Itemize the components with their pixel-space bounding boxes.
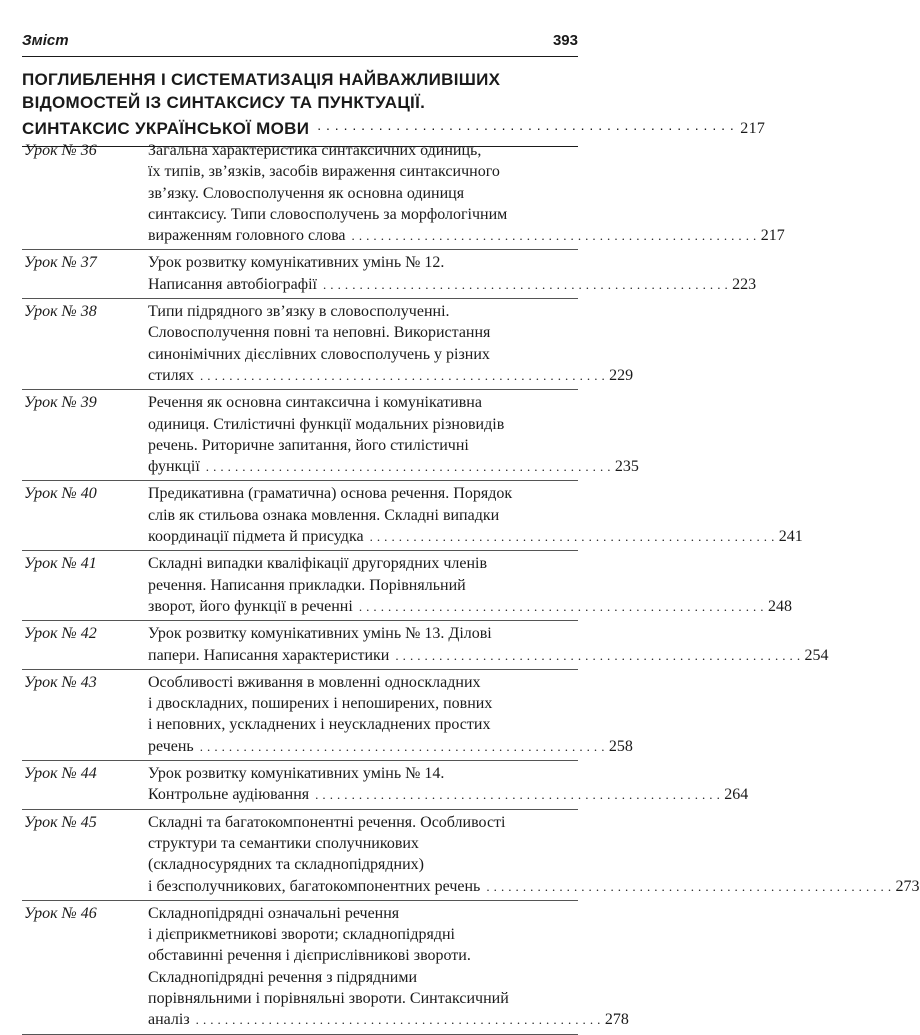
lesson-label: Урок № 44 bbox=[24, 765, 97, 783]
lesson-text-line: функції bbox=[148, 458, 200, 476]
lesson-description bbox=[148, 392, 639, 477]
dot-leader: . . . . . . . . . . . . . . . . . . . . . . . . . . . . . . . . . . . . . . . . . . . . . . . . . . . . . . . . bbox=[315, 787, 721, 803]
lesson-description bbox=[148, 763, 748, 806]
lesson-text-line: Урок розвитку комунікативних умінь № 12. bbox=[148, 254, 445, 272]
section-title-line: ВІДОМОСТЕЙ ІЗ СИНТАКСИСУ ТА ПУНКТУАЦІЇ. bbox=[22, 93, 426, 112]
running-head-title: Зміст bbox=[22, 32, 69, 49]
toc-entry bbox=[22, 901, 629, 1035]
lesson-page: 229 bbox=[609, 366, 634, 384]
lesson-label: Урок № 38 bbox=[24, 303, 97, 321]
dot-leader: . . . . . . . . . . . . . . . . . . . . . . . . . . . . . . . . . . . . . . . . . . . . . . . . . . . . . . . . bbox=[358, 598, 764, 614]
dot-leader: . . . . . . . . . . . . . . . . . . . . . . . . . . . . . . . . . . . . . . . . . . . . . . . . . . . . . . . . bbox=[195, 1012, 601, 1028]
lesson-text-line: Складнопідрядні означальні речення bbox=[148, 904, 400, 922]
running-head bbox=[22, 30, 578, 57]
dot-leader: . . . . . . . . . . . . . . . . . . . . . . . . . . . . . . . . . . . . . . . . . . . . . . . . . . . . . . . . bbox=[200, 367, 606, 383]
lesson-text-line: Предикативна (граматична) основа речення. Порядок bbox=[148, 485, 513, 503]
lesson-description bbox=[148, 140, 785, 246]
lesson-text-line: зворот, його функції в реченні bbox=[148, 597, 353, 615]
lesson-text-line: речень bbox=[148, 737, 194, 755]
lesson-last-line bbox=[148, 596, 792, 617]
dot-leader: . . . . . . . . . . . . . . . . . . . . . . . . . . . . . . . . . . . . . . . . . . . . . . . . . . . . . . . . bbox=[486, 878, 892, 894]
dot-leader: . . . . . . . . . . . . . . . . . . . . . . . . . . . . . . . . . . . . . . . . . . . . . . . . . . . . . . . . bbox=[205, 459, 611, 475]
lesson-text-line: їх типів, зв’язків, засобів вираження синтаксичного bbox=[148, 163, 500, 181]
lesson-text-line: і дієприкметникові звороти; складнопідрядні bbox=[148, 926, 455, 944]
lesson-label: Урок № 41 bbox=[24, 555, 97, 573]
toc-entry bbox=[22, 250, 757, 299]
lesson-description bbox=[148, 252, 756, 295]
lesson-label: Урок № 42 bbox=[24, 625, 97, 643]
lesson-last-line bbox=[148, 1009, 629, 1030]
lesson-last-line bbox=[148, 456, 639, 477]
dot-leader: . . . . . . . . . . . . . . . . . . . . . . . . . . . . . . . . . . . . . . . . . . . . . . . . . . . . . . . . bbox=[199, 738, 605, 754]
lesson-text-line: координації підмета й присудка bbox=[148, 528, 364, 546]
lesson-description bbox=[148, 812, 920, 897]
lesson-text-line: папери. Написання характеристики bbox=[148, 646, 390, 664]
lesson-page: 273 bbox=[895, 877, 920, 895]
lesson-text-line: обставинні речення і дієприслівникові звороти. bbox=[148, 947, 471, 965]
section-title-last-line bbox=[22, 114, 766, 140]
lesson-text-line: Контрольне аудіювання bbox=[148, 786, 310, 804]
lesson-label: Урок № 45 bbox=[24, 813, 97, 831]
toc-entry bbox=[22, 810, 920, 901]
toc-entry bbox=[22, 481, 803, 551]
toc-entry bbox=[22, 670, 633, 761]
lesson-text-line: вираженням головного слова bbox=[148, 227, 346, 245]
lesson-last-line bbox=[148, 365, 633, 386]
lesson-text-line: одиниця. Стилістичні функції модальних різновидів bbox=[148, 415, 505, 433]
lesson-page: 278 bbox=[604, 1011, 629, 1029]
lesson-label: Урок № 40 bbox=[24, 485, 97, 503]
lesson-text-line: Загальна характеристика синтаксичних одиниць, bbox=[148, 142, 482, 159]
lesson-last-line bbox=[148, 876, 920, 897]
lesson-text-line: Словосполучення повні та неповні. Використання bbox=[148, 324, 491, 342]
lesson-list bbox=[22, 138, 920, 1035]
lesson-text-line: Складнопідрядні речення з підрядними bbox=[148, 968, 418, 986]
lesson-page: 217 bbox=[760, 227, 785, 245]
lesson-text-line: речення. Написання прикладки. Порівняльний bbox=[148, 576, 466, 594]
lesson-text-line: аналіз bbox=[148, 1011, 190, 1029]
toc-entry bbox=[22, 299, 634, 390]
lesson-label: Урок № 46 bbox=[24, 904, 97, 922]
lesson-text-line: зв’язку. Словосполучення як основна одиниця bbox=[148, 184, 465, 202]
dot-leader: . . . . . . . . . . . . . . . . . . . . . . . . . . . . . . . . . . . . . . . . . . . . . . . . bbox=[317, 117, 735, 133]
toc-entry bbox=[22, 390, 639, 481]
dot-leader: . . . . . . . . . . . . . . . . . . . . . . . . . . . . . . . . . . . . . . . . . . . . . . . . . . . . . . . . bbox=[351, 228, 757, 244]
dot-leader: . . . . . . . . . . . . . . . . . . . . . . . . . . . . . . . . . . . . . . . . . . . . . . . . . . . . . . . . bbox=[323, 276, 729, 292]
lesson-text-line: і безсполучникових, багатокомпонентних речень bbox=[148, 877, 481, 895]
lesson-text-line: Особливості вживання в мовленні односкладних bbox=[148, 673, 481, 691]
lesson-label: Урок № 36 bbox=[24, 142, 97, 159]
section-heading bbox=[22, 68, 766, 147]
lesson-last-line bbox=[148, 274, 756, 295]
toc-entry bbox=[22, 621, 829, 670]
toc-entry bbox=[22, 138, 785, 250]
lesson-text-line: слів як стильова ознака мовлення. Складні випадки bbox=[148, 506, 500, 524]
dot-leader: . . . . . . . . . . . . . . . . . . . . . . . . . . . . . . . . . . . . . . . . . . . . . . . . . . . . . . . . bbox=[369, 529, 775, 545]
lesson-description bbox=[148, 301, 633, 386]
lesson-text-line: Урок розвитку комунікативних умінь № 13. Ділові bbox=[148, 625, 492, 643]
lesson-last-line bbox=[148, 645, 829, 666]
lesson-text-line: Складні випадки кваліфікації другорядних членів bbox=[148, 555, 488, 573]
lesson-text-line: речень. Риторичне запитання, його стилістичні bbox=[148, 436, 469, 454]
lesson-label: Урок № 37 bbox=[24, 254, 97, 272]
section-title-line: СИНТАКСИС УКРАЇНСЬКОЇ МОВИ bbox=[22, 119, 310, 138]
lesson-page: 264 bbox=[724, 786, 749, 804]
page-number: 393 bbox=[552, 32, 578, 49]
lesson-text-line: структури та семантики сполучникових bbox=[148, 834, 419, 852]
lesson-page: 241 bbox=[778, 528, 803, 546]
lesson-text-line: Складні та багатокомпонентні речення. Особливості bbox=[148, 813, 506, 831]
lesson-text-line: синтаксису. Типи словосполучень за морфологічним bbox=[148, 205, 508, 223]
lesson-text-line: Урок розвитку комунікативних умінь № 14. bbox=[148, 765, 445, 783]
lesson-description bbox=[148, 623, 829, 666]
lesson-label: Урок № 43 bbox=[24, 673, 97, 691]
lesson-page: 258 bbox=[608, 737, 633, 755]
lesson-text-line: (складносурядних та складнопідрядних) bbox=[148, 856, 424, 874]
lesson-page: 235 bbox=[614, 458, 639, 476]
lesson-description bbox=[148, 903, 629, 1031]
lesson-text-line: порівняльними і порівняльні звороти. Синтаксичний bbox=[148, 989, 509, 1007]
lesson-description bbox=[148, 553, 792, 617]
lesson-text-line: синонімічних дієслівних словосполучень у різних bbox=[148, 345, 490, 363]
lesson-description bbox=[148, 672, 633, 757]
lesson-text-line: Типи підрядного зв’язку в словосполученні. bbox=[148, 303, 450, 321]
lesson-text-line: стилях bbox=[148, 366, 194, 384]
dot-leader: . . . . . . . . . . . . . . . . . . . . . . . . . . . . . . . . . . . . . . . . . . . . . . . . . . . . . . . . bbox=[395, 647, 801, 663]
lesson-page: 254 bbox=[804, 646, 829, 664]
lesson-text-line: Написання автобіографії bbox=[148, 275, 317, 293]
lesson-page: 248 bbox=[767, 597, 792, 615]
lesson-page: 223 bbox=[732, 275, 757, 293]
toc-entry bbox=[22, 761, 749, 810]
lesson-last-line bbox=[148, 225, 785, 246]
lesson-label: Урок № 39 bbox=[24, 394, 97, 412]
lesson-description bbox=[148, 483, 803, 547]
section-page: 217 bbox=[740, 120, 766, 137]
section-title-line: ПОГЛИБЛЕННЯ І СИСТЕМАТИЗАЦІЯ НАЙВАЖЛИВІШИХ bbox=[22, 70, 501, 89]
lesson-last-line bbox=[148, 526, 803, 547]
toc-entry bbox=[22, 551, 792, 621]
lesson-last-line bbox=[148, 736, 633, 757]
lesson-text-line: Речення як основна синтаксична і комунікативна bbox=[148, 394, 482, 412]
lesson-last-line bbox=[148, 784, 748, 805]
lesson-text-line: і двоскладних, поширених і непоширених, повних bbox=[148, 695, 493, 713]
lesson-text-line: і неповних, ускладнених і неускладнених простих bbox=[148, 716, 491, 734]
